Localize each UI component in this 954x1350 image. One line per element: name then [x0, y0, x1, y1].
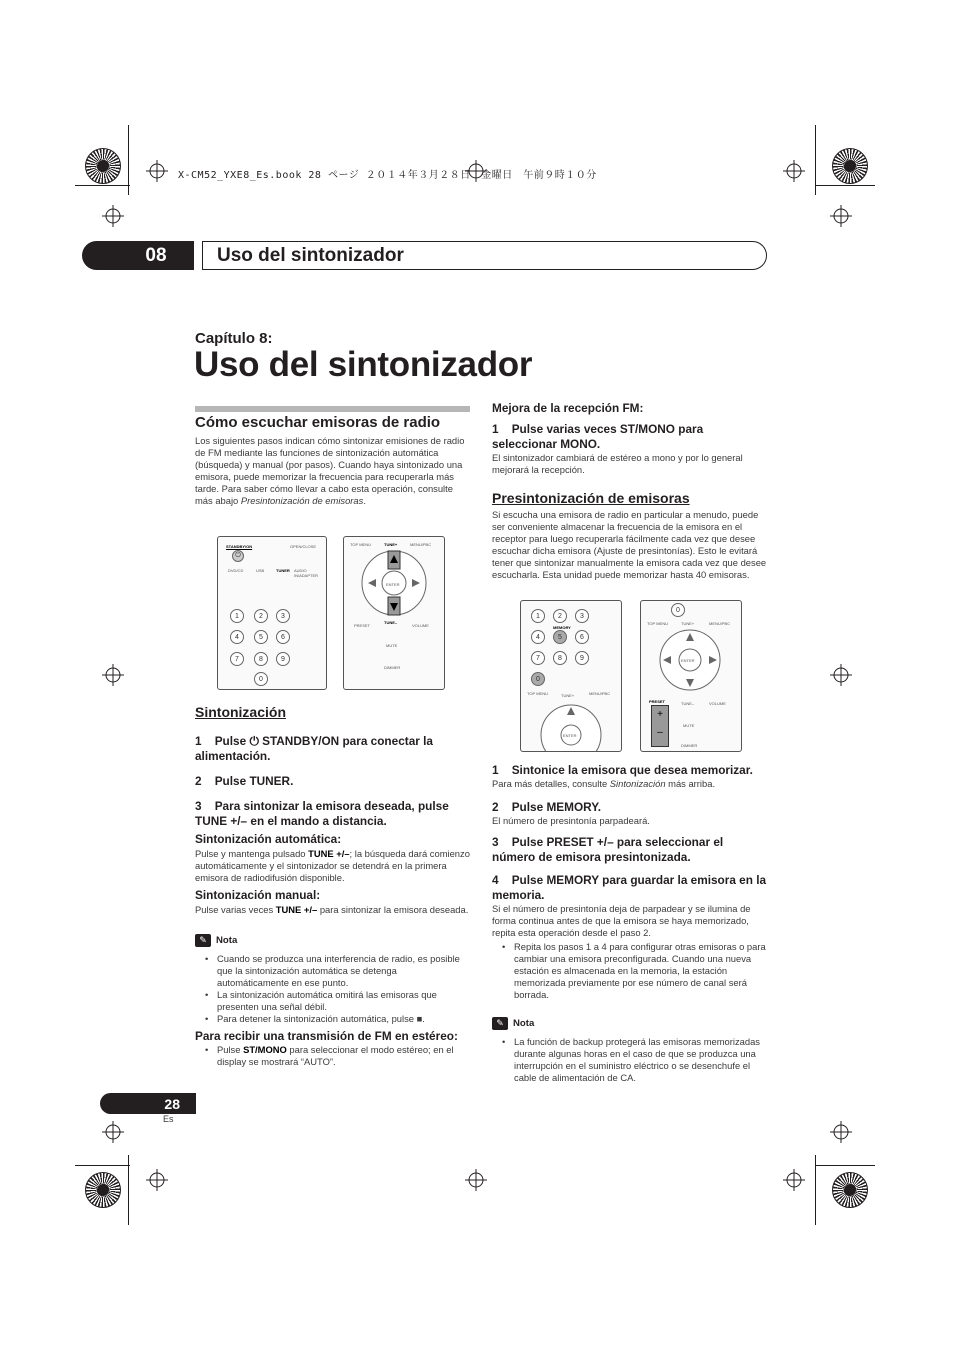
note-heading: ✎ Nota — [195, 934, 470, 947]
presint-step-2: 2 Pulse MEMORY. — [492, 800, 602, 814]
step-1: 1 Pulse ⏻ STANDBY/ON para conectar la alimentación. — [195, 734, 433, 763]
step-3: 3 Para sintonizar la emisora deseada, pulse TUNE +/– en el mando a distancia. — [195, 799, 449, 828]
chapter-label: Capítulo 8: — [195, 330, 273, 347]
remote-illustration: STANDBY/ON OPEN/CLOSE ⏻ DVD/CD USB TUNER AUDIO IN/ADAPTER 1 2 3 4 5 6 7 8 9 0 — [217, 536, 327, 690]
intro-paragraph: Los siguientes pasos indican cómo sintonizar emisiones de radio de FM mediante las funciones de sintonización automática (búsqueda) y manual (por pasos). Cuando haya sintonizado una emisora, puede memorizar la frecuencia para recuperarla más tarde. Para saber cómo llevar a cabo esta operación, consulte más abajo Presintonización de emisoras. — [195, 435, 465, 506]
crosshair-icon — [102, 664, 124, 686]
mejora-heading: Mejora de la recepción FM: — [492, 401, 644, 415]
note-item: • La función de backup protegerá las emisoras memorizadas durante algunas horas en el caso de que se produzca una interrupción en el suministro eléctrico o se desenchufe el cable de alimentación de CA. — [492, 1036, 767, 1084]
note-item: • Para detener la sintonización automática, pulse ■. — [195, 1013, 470, 1025]
crop-mark — [75, 1165, 130, 1166]
subsection-heading: Sintonización — [195, 704, 286, 720]
chapter-number-tab: 08 — [82, 241, 194, 270]
note-heading: ✎ Nota — [492, 1017, 767, 1030]
auto-heading: Sintonización automática: — [195, 832, 342, 846]
crosshair-icon — [830, 664, 852, 686]
presint-step-4-desc: Si el número de presintonía deja de parpadear y se ilumina de forma continua antes de que la emisora se haya memorizado, repita esta operación desde el paso 2. — [492, 903, 751, 938]
presint-intro: Si escucha una emisora de radio en particular a menudo, puede ser conveniente almacenar la frecuencia de la emisora en el receptor para luego recuperarla fácilmente cada vez que desee escuchar dicha emisora (Ajuste de presintonías). Esto le evitará tener que sintonizar manualmente la emisora cada vez que desee escucharla. Esta unidad puede memorizar hasta 40 emisoras. — [492, 509, 767, 580]
direction-pad-icon — [539, 697, 603, 751]
step-2: 2 Pulse TUNER. — [195, 774, 294, 788]
power-button-icon: ⏻ — [232, 550, 244, 562]
power-icon: ⏻ — [249, 734, 259, 748]
mejora-step: 1 Pulse varias veces ST/MONO para seleccionar MONO. — [492, 422, 704, 451]
crop-mark — [75, 185, 130, 186]
note-item: • La sintonización automática omitirá las emisoras que presenten una señal débil. — [195, 989, 470, 1013]
note-icon: ✎ — [492, 1017, 508, 1030]
crosshair-icon — [102, 205, 124, 227]
language-code: Es — [163, 1114, 174, 1124]
chapter-bar-title: Uso del sintonizador — [202, 241, 767, 270]
auto-description: Pulse y mantenga pulsado TUNE +/–; la búsqueda dará comienzo automáticamente y el sintonizador se detendrá en la primera emisora de radiodifusión disponible. — [195, 848, 470, 883]
presint-step-3: 3 Pulse PRESET +/– para seleccionar el número de emisora presintonizada. — [492, 835, 724, 864]
crosshair-icon — [465, 1169, 487, 1191]
presint-step-1: 1 Sintonice la emisora que desea memorizar. — [492, 763, 753, 777]
manual-heading: Sintonización manual: — [195, 888, 321, 902]
presint-bullet: • Repita los pasos 1 a 4 para configurar otras emisoras o para cambiar una emisora preconfigurada. Cuando una nueva estación es almacenada en la memoria, la estación memorizada previamente por ese número de canal será borrada. — [492, 941, 767, 1001]
presint-step-4: 4 Pulse MEMORY para guardar la emisora en la memoria. — [492, 873, 767, 902]
remote-illustration: 0 TOP MENU TUNE+ MENU/PBC ENTER PRESET + – TUNE– VOLUME MUTE DIMMER — [640, 600, 742, 752]
remote-illustration: 1 2 3 4 5 MEMORY 6 7 8 9 0 TOP MENU TUNE+ MENU/PBC ENTER — [520, 600, 622, 752]
crosshair-icon — [783, 1169, 805, 1191]
print-header: X-CM52_YXE8_Es.book 28 ページ ２０１４年３月２８日 金曜日 午前９時１０分 — [178, 170, 597, 181]
section-heading: Cómo escuchar emisoras de radio — [195, 414, 441, 431]
note-icon: ✎ — [195, 934, 211, 947]
presint-step-2-desc: El número de presintonía parpadeará. — [492, 815, 650, 826]
crosshair-icon — [830, 205, 852, 227]
registration-rosette — [832, 1172, 868, 1208]
presint-step-1-desc: Para más detalles, consulte Sintonización más arriba. — [492, 778, 716, 789]
crosshair-icon — [146, 1169, 168, 1191]
stereo-heading: Para recibir una transmisión de FM en estéreo: — [195, 1029, 458, 1043]
preset-rocker: + – — [651, 705, 669, 747]
registration-rosette — [832, 148, 868, 184]
crop-mark — [815, 185, 875, 186]
crosshair-icon — [102, 1121, 124, 1143]
crosshair-icon — [830, 1121, 852, 1143]
chapter-title: Uso del sintonizador — [194, 345, 533, 384]
registration-rosette — [85, 148, 121, 184]
manual-description: Pulse varias veces TUNE +/– para sintonizar la emisora deseada. — [195, 904, 469, 915]
section-rule — [195, 406, 470, 412]
crop-mark — [815, 1165, 875, 1166]
crosshair-icon — [783, 160, 805, 182]
subsection-heading: Presintonización de emisoras — [492, 490, 690, 506]
mejora-description: El sintonizador cambiará de estéreo a mono y por lo general mejorará la recepción. — [492, 452, 743, 475]
note-item: • Cuando se produzca una interferencia de radio, es posible que la sintonización automática se detenga automáticamente en ese punto. — [195, 953, 470, 989]
stereo-item: • Pulse ST/MONO para seleccionar el modo estéreo; en el display se mostrará “AUTO”. — [195, 1044, 470, 1068]
remote-illustration: TOP MENU TUNE+ MENU/PBC ENTER TUNE– PRESET VOLUME MUTE DIMMER — [343, 536, 445, 690]
registration-rosette — [85, 1172, 121, 1208]
crosshair-icon — [146, 160, 168, 182]
page-number: 28 — [100, 1093, 196, 1114]
